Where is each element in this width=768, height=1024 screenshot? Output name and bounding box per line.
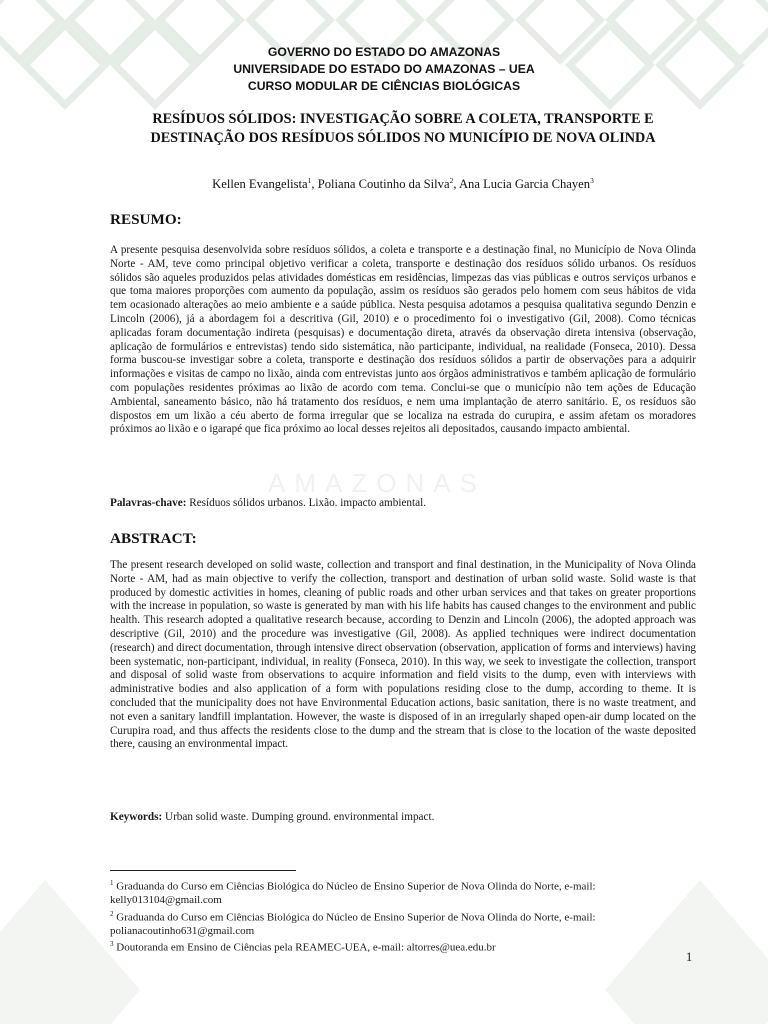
page-number: 1 xyxy=(686,950,693,964)
resumo-paragraph: A presente pesquisa desenvolvida sobre resíduos sólidos, a coleta e transporte e a destinação final, no Município de Nova Olinda Norte - AM, teve como principal objetivo verificar a coleta, transporte e destinação dos resíduos sólido urbanos. Os resíduos sólidos são aqueles produzidos pelas atividades domésticas em residências, limpezas das vias públicas e outros serviços urbanos e que toma maiores proporções com aumento da população, assim os resíduos são gerados pelo homem com seus hábitos de vida tem ocasionado alterações ao meio ambiente e a saúde pública. Nesta pesquisa adotamos a pesquisa qualitativa segundo Denzin e Lincoln (2006), já a abordagem foi a descritiva (Gil, 2010) e o procedimento foi o investigativo (Gil, 2008). Como técnicas aplicadas foram documentação indireta (pesquisas) e documentação direta, através da observação direta intensiva (observação, aplicação de formulários e entrevistas) tendo sido sistemática, não participante, individual, na realidade (Fonseca, 2010). Dessa forma buscou-se investigar sobre a coleta, transporte e destinação dos resíduos sólidos a partir de observações para a adquirir informações e visitas de campo no lixão, ainda com entrevistas junto aos órgãos administrativos e também aplicação de formulário com populações residentes próximas ao lixão de acordo com tema. Conclui-se que o município não tem ações de Educação Ambiental, saneamento básico, não há tratamento dos resíduos, e nem uma implantação de aterro sanitário. E, os resíduos são dispostos em um lixão a céu aberto de forma irregular que se localiza na estrada do curupira, e assim afetam os moradores próximos ao lixão e o igarapé que fica próximo ao local desses rejeitos ali depositados, causando impacto ambiental. xyxy=(110,244,696,436)
footnote-ref: 1 xyxy=(307,176,312,185)
resumo-heading: RESUMO: xyxy=(110,211,182,228)
author-name: Ana Lucia Garcia Chayen xyxy=(458,177,591,192)
author-name: Kellen Evangelista xyxy=(212,177,308,192)
footnote-number: 1 xyxy=(110,879,114,887)
abstract-paragraph: The present research developed on solid waste, collection and transport and final destination, in the Municipality of Nova Olinda Norte - AM, had as main objective to verify the collection, transport and destination of urban solid waste. Solid waste is that produced by domestic activities in homes, cleaning of public roads and other urban services and that takes on greater proportions with the increase in population, so waste is generated by man with his life habits has caused changes to the environment and public health. This research adopted a qualitative research because, according to Denzin and Lincoln (2006), the adopted approach was descriptive (Gil, 2010) and the procedure was investigative (Gil, 2008). As applied techniques were indirect documentation (research) and direct documentation, through intensive direct observation (observation, application of forms and interviews) having been systematic, non-participant, individual, in reality (Fonseca, 2010). In this way, we seek to investigate the collection, transport and disposal of solid waste from observations to acquire information and field visits to the dump, even with interviews with administrative bodies and also application of a form with populations residing close to the dump, according to theme. It is concluded that the municipality does not have Environmental Education actions, basic sanitation, there is no waste treatment, and not even a sanitary landfill implantation. However, the waste is disposed of in an irregularly shaped open-air dump located on the Curupira road, and thus affects the residents close to the dump and the stream that is close to the location of the waste deposited there, causing an environmental impact. xyxy=(110,559,696,751)
palavras-chave xyxy=(110,497,696,509)
author-list xyxy=(110,176,696,192)
author-name: Poliana Coutinho da Silva xyxy=(317,177,450,192)
footnote-text: Doutoranda em Ensino de Ciências pela REAMEC-UEA, e-mail: altorres@uea.edu.br xyxy=(113,941,496,954)
title-line-2: DESTINAÇÃO DOS RESÍDUOS SÓLIDOS NO MUNICÍPIO DE NOVA OLINDA xyxy=(150,130,656,146)
footnote-divider xyxy=(110,870,296,871)
paper-title xyxy=(110,110,696,148)
author-separator: , xyxy=(311,177,318,192)
author-separator: , xyxy=(453,177,459,192)
palavras-chave-text: Resíduos sólidos urbanos. Lixão. impacto ambiental. xyxy=(186,497,427,509)
footnote-2 xyxy=(110,908,696,939)
header-line-course: CURSO MODULAR DE CIÊNCIAS BIOLÓGICAS xyxy=(247,79,521,93)
footnote-number: 3 xyxy=(110,940,114,949)
title-line-1: RESÍDUOS SÓLIDOS: INVESTIGAÇÃO SOBRE A COLETA, TRANSPORTE E xyxy=(152,111,654,127)
keywords-text: Urban solid waste. Dumping ground. environmental impact. xyxy=(162,811,435,823)
footnote-ref: 2 xyxy=(449,176,454,185)
institution-header xyxy=(0,44,768,95)
footnote-number: 2 xyxy=(110,909,114,918)
header-line-university: UNIVERSIDADE DO ESTADO DO AMAZONAS – UEA xyxy=(233,62,535,76)
footnote-text: Graduanda do Curso em Ciências Biológica do Núcleo de Ensino Superior de Nova Olinda do Norte, e-mail: kelly013104@gmail.com xyxy=(110,880,596,907)
footnote-text: Graduanda do Curso em Ciências Biológica do Núcleo de Ensino Superior de Nova Olinda do Norte, e-mail: polianacoutinho631@gmail.com xyxy=(110,911,596,937)
abstract-heading: ABSTRACT: xyxy=(110,530,197,547)
keywords-label: Keywords: xyxy=(110,811,163,823)
keywords xyxy=(110,811,696,823)
palavras-chave-label: Palavras-chave: xyxy=(110,497,187,509)
footnotes xyxy=(110,877,696,955)
footnote-ref: 3 xyxy=(590,176,594,185)
footnote-3 xyxy=(110,938,696,955)
header-line-government: GOVERNO DO ESTADO DO AMAZONAS xyxy=(267,45,501,59)
watermark-text: AMAZONAS xyxy=(268,468,486,498)
footnote-1 xyxy=(110,877,696,908)
